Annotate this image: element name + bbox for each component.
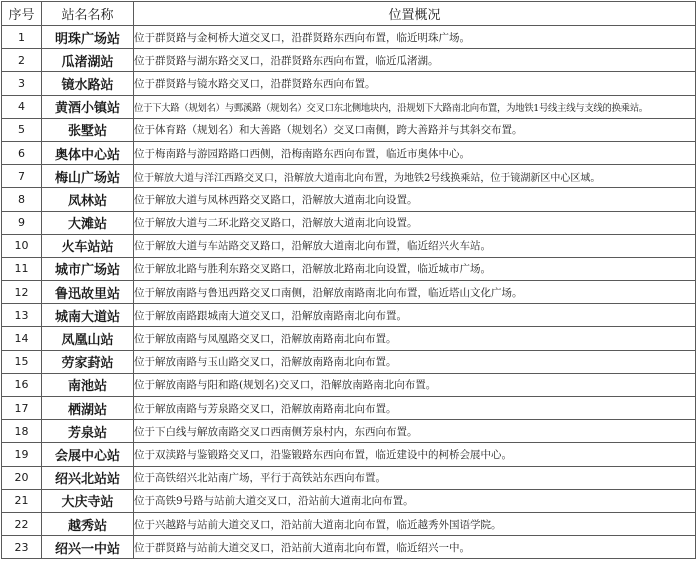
table-row bbox=[2, 141, 696, 164]
station-name: 南池站 bbox=[42, 373, 134, 396]
station-desc: 位于解放北路与胜利东路交叉路口，沿解放北路南北向设置，临近城市广场。 bbox=[134, 257, 696, 280]
row-no: 6 bbox=[2, 141, 42, 164]
header-name: 站名名称 bbox=[42, 2, 134, 26]
row-no: 3 bbox=[2, 72, 42, 95]
table-row bbox=[2, 257, 696, 280]
station-name: 瓜渚湖站 bbox=[42, 49, 134, 72]
station-desc: 位于解放南路跟城南大道交叉口，沿解放南路南北向布置。 bbox=[134, 304, 696, 327]
row-no: 22 bbox=[2, 512, 42, 535]
station-desc: 位于下白线与解放南路交叉口西南侧芳泉村内，东西向布置。 bbox=[134, 420, 696, 443]
station-desc: 位于高铁绍兴北站南广场，平行于高铁站东西向布置。 bbox=[134, 466, 696, 489]
station-desc: 位于解放南路与玉山路交叉口，沿解放南路南北向布置。 bbox=[134, 350, 696, 373]
station-name: 凤林站 bbox=[42, 188, 134, 211]
station-desc: 位于高铁9号路与站前大道交叉口，沿站前大道南北向布置。 bbox=[134, 489, 696, 512]
row-no: 23 bbox=[2, 536, 42, 559]
station-name: 火车站站 bbox=[42, 234, 134, 257]
station-name: 芳泉站 bbox=[42, 420, 134, 443]
table-body bbox=[2, 26, 696, 559]
table-row bbox=[2, 95, 696, 118]
station-desc: 位于群贤路与湖东路交叉口，沿群贤路东西向布置，临近瓜渚湖。 bbox=[134, 49, 696, 72]
table-row bbox=[2, 466, 696, 489]
row-no: 8 bbox=[2, 188, 42, 211]
station-name: 奥体中心站 bbox=[42, 141, 134, 164]
station-name: 张墅站 bbox=[42, 118, 134, 141]
table-row bbox=[2, 536, 696, 559]
station-desc: 位于解放大道与洋江西路交叉口，沿解放大道南北向布置，为地铁2号线换乘站，位于镜湖新区中心区域。 bbox=[134, 165, 696, 188]
table-row bbox=[2, 234, 696, 257]
table-row bbox=[2, 512, 696, 535]
station-name: 大庆寺站 bbox=[42, 489, 134, 512]
table-row bbox=[2, 188, 696, 211]
row-no: 13 bbox=[2, 304, 42, 327]
station-name: 黄酒小镇站 bbox=[42, 95, 134, 118]
table-row bbox=[2, 489, 696, 512]
row-no: 9 bbox=[2, 211, 42, 234]
table-row bbox=[2, 304, 696, 327]
station-desc: 位于解放南路与阳和路(规划名)交叉口，沿解放南路南北向布置。 bbox=[134, 373, 696, 396]
station-desc: 位于群贤路与镜水路交叉口，沿群贤路东西向布置。 bbox=[134, 72, 696, 95]
station-desc: 位于体育路（规划名）和大善路（规划名）交叉口南侧，跨大善路并与其斜交布置。 bbox=[134, 118, 696, 141]
station-desc: 位于群贤路与金柯桥大道交叉口，沿群贤路东西向布置，临近明珠广场。 bbox=[134, 26, 696, 49]
station-desc: 位于兴越路与站前大道交叉口，沿站前大道南北向布置，临近越秀外国语学院。 bbox=[134, 512, 696, 535]
row-no: 1 bbox=[2, 26, 42, 49]
station-name: 梅山广场站 bbox=[42, 165, 134, 188]
station-name: 劳家葑站 bbox=[42, 350, 134, 373]
station-desc: 位于解放大道与二环北路交叉路口，沿解放大道南北向设置。 bbox=[134, 211, 696, 234]
station-desc: 位于解放南路与芳泉路交叉口，沿解放南路南北向布置。 bbox=[134, 397, 696, 420]
station-desc: 位于解放大道与凤林西路交叉路口，沿解放大道南北向设置。 bbox=[134, 188, 696, 211]
table-row bbox=[2, 327, 696, 350]
station-name: 城市广场站 bbox=[42, 257, 134, 280]
station-name: 越秀站 bbox=[42, 512, 134, 535]
station-name: 城南大道站 bbox=[42, 304, 134, 327]
table-row bbox=[2, 165, 696, 188]
station-name: 栖湖站 bbox=[42, 397, 134, 420]
row-no: 10 bbox=[2, 234, 42, 257]
row-no: 14 bbox=[2, 327, 42, 350]
header-desc: 位置概况 bbox=[134, 2, 696, 26]
row-no: 12 bbox=[2, 281, 42, 304]
station-desc: 位于梅南路与游园路路口西侧，沿梅南路东西向布置，临近市奥体中心。 bbox=[134, 141, 696, 164]
station-name: 凤凰山站 bbox=[42, 327, 134, 350]
station-name: 会展中心站 bbox=[42, 443, 134, 466]
row-no: 4 bbox=[2, 95, 42, 118]
station-name: 绍兴北站站 bbox=[42, 466, 134, 489]
row-no: 11 bbox=[2, 257, 42, 280]
header-no: 序号 bbox=[2, 2, 42, 26]
row-no: 16 bbox=[2, 373, 42, 396]
row-no: 17 bbox=[2, 397, 42, 420]
row-no: 19 bbox=[2, 443, 42, 466]
table-header-row bbox=[2, 2, 696, 26]
station-desc: 位于双渎路与鉴锻路交叉口，沿鉴锻路东西向布置，临近建设中的柯桥会展中心。 bbox=[134, 443, 696, 466]
table-row bbox=[2, 350, 696, 373]
table-row bbox=[2, 420, 696, 443]
row-no: 15 bbox=[2, 350, 42, 373]
table-row bbox=[2, 49, 696, 72]
table-row bbox=[2, 72, 696, 95]
row-no: 7 bbox=[2, 165, 42, 188]
station-name: 明珠广场站 bbox=[42, 26, 134, 49]
table-row bbox=[2, 26, 696, 49]
station-desc: 位于解放南路与凤凰路交叉口，沿解放南路南北向布置。 bbox=[134, 327, 696, 350]
station-name: 绍兴一中站 bbox=[42, 536, 134, 559]
row-no: 21 bbox=[2, 489, 42, 512]
table-row bbox=[2, 373, 696, 396]
station-desc: 位于群贤路与站前大道交叉口，沿站前大道南北向布置，临近绍兴一中。 bbox=[134, 536, 696, 559]
station-desc: 位于下大路（规划名）与鄄溪路（规划名）交叉口东北侧地块内，沿规划下大路南北向布置，为地铁1号线主线与支线的换乘站。 bbox=[134, 95, 696, 118]
table-row bbox=[2, 397, 696, 420]
station-name: 鲁迅故里站 bbox=[42, 281, 134, 304]
row-no: 2 bbox=[2, 49, 42, 72]
station-name: 镜水路站 bbox=[42, 72, 134, 95]
table-row bbox=[2, 118, 696, 141]
station-table bbox=[1, 1, 696, 559]
table-row bbox=[2, 211, 696, 234]
station-name: 大滩站 bbox=[42, 211, 134, 234]
row-no: 18 bbox=[2, 420, 42, 443]
table-row bbox=[2, 281, 696, 304]
station-desc: 位于解放大道与车站路交叉路口，沿解放大道南北向布置，临近绍兴火车站。 bbox=[134, 234, 696, 257]
row-no: 5 bbox=[2, 118, 42, 141]
row-no: 20 bbox=[2, 466, 42, 489]
station-desc: 位于解放南路与鲁迅西路交叉口南侧，沿解放南路南北向布置，临近塔山文化广场。 bbox=[134, 281, 696, 304]
table-row bbox=[2, 443, 696, 466]
